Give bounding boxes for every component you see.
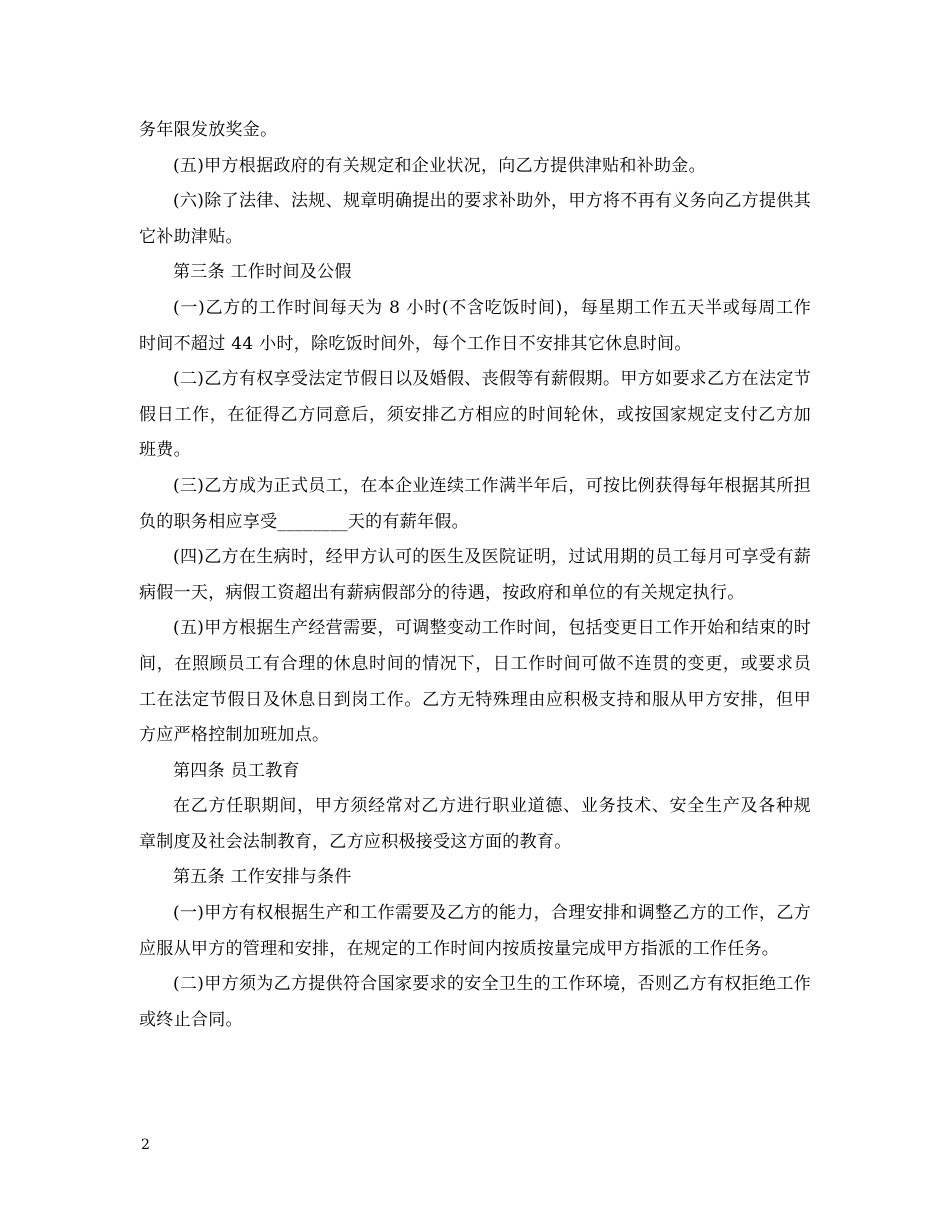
paragraph-work-environment: (二)甲方须为乙方提供符合国家要求的安全卫生的工作环境，否则乙方有权拒绝工作或终止合同。 [139, 974, 811, 1030]
paragraph-employee-education: 在乙方任职期间，甲方须经常对乙方进行职业道德、业务技术、安全生产及各种规章制度及社会法制教育，乙方应积极接受这方面的教育。 [139, 796, 811, 852]
paragraph-annual-leave: (三)乙方成为正式员工，在本企业连续工作满半年后，可按比例获得每年根据其所担负的职务相应享受________天的有薪年假。 [139, 475, 811, 532]
paragraph-item-no-other-subsidy: (六)除了法律、法规、规章明确提出的要求补助外，甲方将不再有义务向乙方提供其它补助津贴。 [139, 191, 811, 247]
paragraph-paid-holidays: (二)乙方有权享受法定节假日以及婚假、丧假等有薪假期。甲方如要求乙方在法定节假日工作，在征得乙方同意后，须安排乙方相应的时间轮休，或按国家规定支付乙方加班费。 [139, 369, 811, 461]
article-4-heading: 第四条 员工教育 [173, 760, 300, 781]
article-3-heading: 第三条 工作时间及公假 [173, 262, 352, 283]
paragraph-item-allowance: (五)甲方根据政府的有关规定和企业状况，向乙方提供津贴和补助金。 [173, 155, 706, 176]
paragraph-continuation: 务年限发放奖金。 [139, 120, 278, 140]
paragraph-working-hours: (一)乙方的工作时间每天为 8 小时(不含吃饭时间)，每星期工作五天半或每周工作时间不超过 44 小时，除吃饭时间外，每个工作日不安排其它休息时间。 [139, 297, 811, 354]
paragraph-sick-leave: (四)乙方在生病时，经甲方认可的医生及医院证明，过试用期的员工每月可享受有薪病假一天，病假工资超出有薪病假部分的待遇，按政府和单位的有关规定执行。 [139, 547, 811, 603]
article-5-heading: 第五条 工作安排与条件 [173, 867, 352, 888]
paragraph-schedule-adjustment: (五)甲方根据生产经营需要，可调整变动工作时间，包括变更日工作开始和结束的时间，在照顾员工有合理的休息时间的情况下，日工作时间可做不连贯的变更，或要求员工在法定节假日及休息日到岗工作。乙方无特殊理由应积极支持和服从甲方安排，但甲方应严格控制加班加点。 [139, 618, 811, 746]
document-body [139, 113, 811, 1038]
paragraph-work-arrangement: (一)甲方有权根据生产和工作需要及乙方的能力，合理安排和调整乙方的工作，乙方应服从甲方的管理和安排，在规定的工作时间内按质按量完成甲方指派的工作任务。 [139, 903, 811, 959]
page-number: 2 [141, 1137, 150, 1153]
